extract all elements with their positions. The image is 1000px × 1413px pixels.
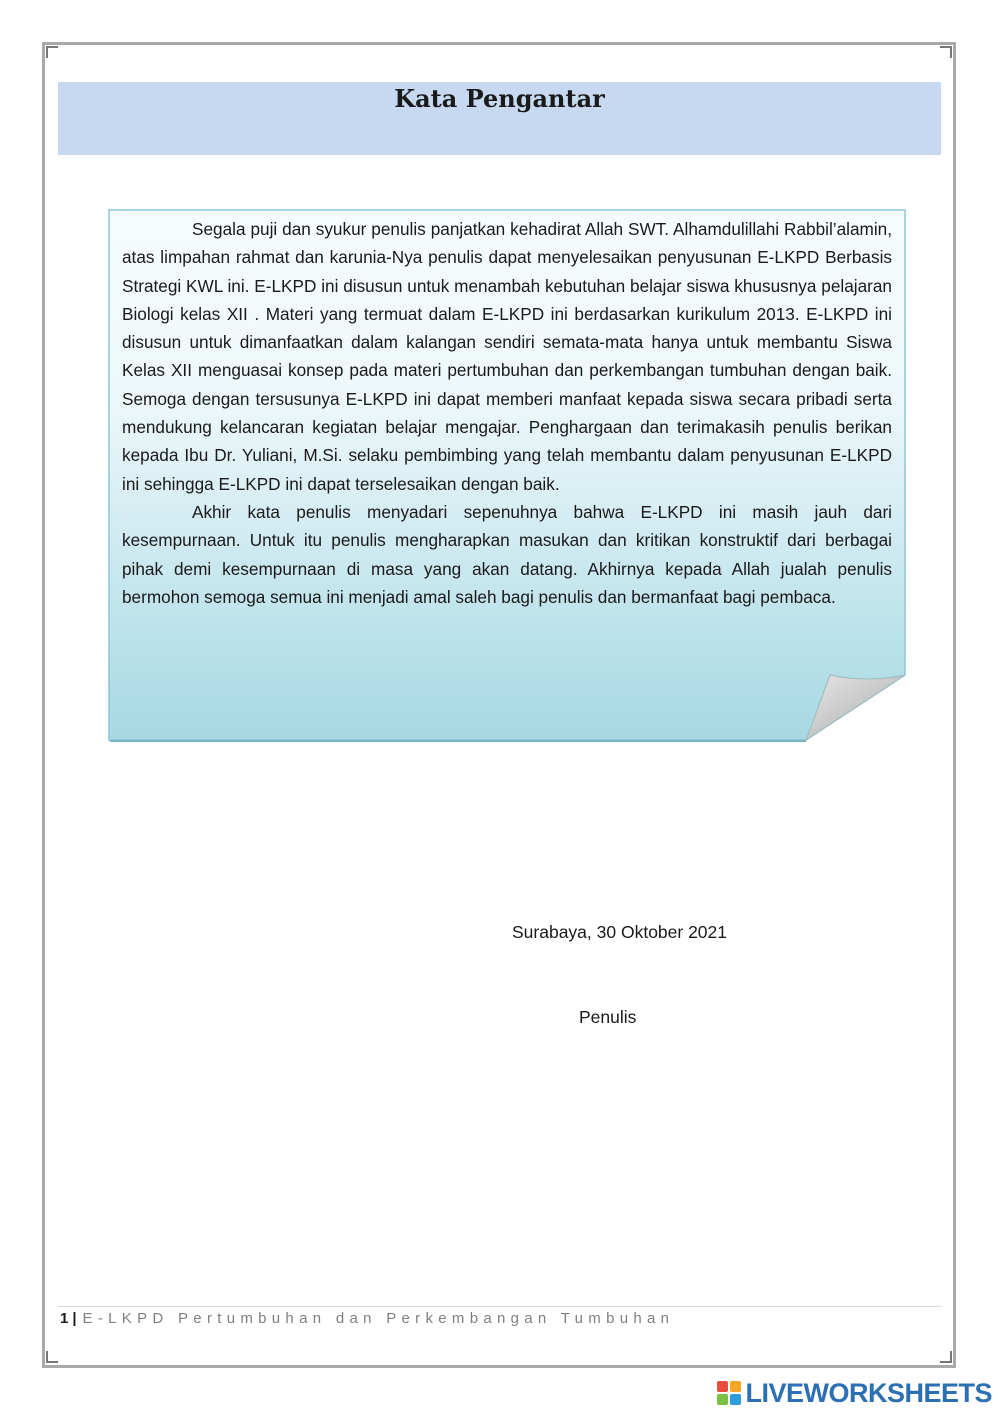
foreword-text (122, 215, 892, 611)
page-footer (60, 1310, 674, 1327)
page-number: 1 (60, 1310, 69, 1327)
liveworksheets-watermark (716, 1376, 992, 1410)
liveworksheets-brand: LIVEWORKSHEETS (745, 1377, 992, 1408)
signature-role: Penulis (579, 1007, 637, 1027)
footer-divider (58, 1306, 941, 1307)
crop-mark-top-right (940, 46, 952, 58)
folded-note-box (108, 209, 906, 741)
footer-separator: | (72, 1310, 77, 1327)
paragraph-1: Segala puji dan syukur penulis panjatkan kehadirat Allah SWT. Alhamdulillahi Rabbil’alamin, atas limpahan rahmat dan karunia-Nya penulis dapat menyelesaikan penyusunan E-LKPD Berbasis Strategi KWL ini. E-LKPD ini disusun untuk menambah kebutuhan belajar siswa khususnya pelajaran Biologi kelas XII . Materi yang termuat dalam E-LKPD ini berdasarkan kurikulum 2013. E-LKPD ini disusun untuk dimanfaatkan dalam kalangan sendiri semata-mata hanya untuk membantu Siswa Kelas XII menguasai konsep pada materi pertumbuhan dan perkembangan tumbuhan dengan baik. Semoga dengan tersusunya E-LKPD ini dapat memberi manfaat kepada siswa secara pribadi serta mendukung kelancaran kegiatan belajar mengajar. Penghargaan dan terimakasih penulis berikan kepada Ibu Dr. Yuliani, M.Si. selaku pembimbing yang telah membantu dalam penyusunan E-LKPD ini sehingga E-LKPD ini dapat terselesaikan dengan baik. (122, 219, 892, 494)
running-title: E-LKPD Pertumbuhan dan Perkembangan Tumbuhan (82, 1310, 675, 1327)
title-band (58, 82, 941, 155)
page-title: Kata Pengantar (394, 84, 605, 113)
crop-mark-bottom-left (46, 1351, 58, 1363)
crop-mark-top-left (46, 46, 58, 58)
signature-place-date: Surabaya, 30 Oktober 2021 (512, 922, 728, 942)
crop-mark-bottom-right (940, 1351, 952, 1363)
paragraph-2: Akhir kata penulis menyadari sepenuhnya bahwa E-LKPD ini masih jauh dari kesempurnaan. Untuk itu penulis mengharapkan masukan dan kritikan konstruktif dari berbagai pihak demi kesempurnaan di masa yang akan datang. Akhirnya kepada Allah jualah penulis bermohon semoga semua ini menjadi amal saleh bagi penulis dan bermanfaat bagi pembaca. (122, 501, 892, 607)
liveworksheets-logo-icon (716, 1380, 742, 1406)
